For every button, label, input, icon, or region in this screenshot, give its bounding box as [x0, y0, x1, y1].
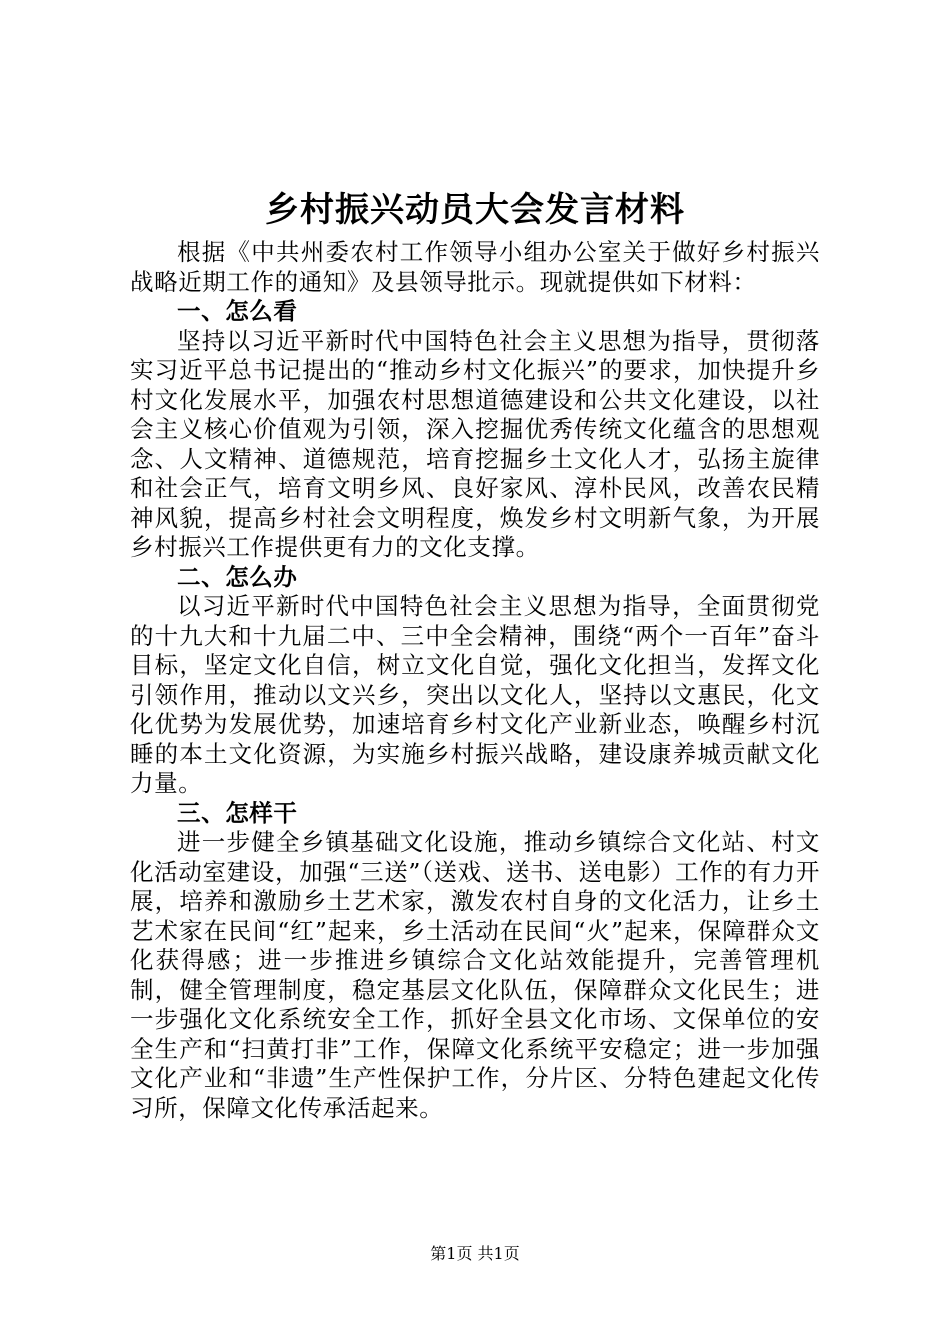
intro-paragraph: 根据《中共州委农村工作领导小组办公室关于做好乡村振兴战略近期工作的通知》及县领导批示。现就提供如下材料： — [130, 238, 820, 296]
page-number: 第1页 — [430, 1244, 473, 1263]
section-heading-1: 一、怎么看 — [177, 297, 298, 325]
document-title: 乡村振兴动员大会发言材料 — [265, 190, 685, 230]
section-heading-3: 三、怎样干 — [177, 798, 298, 827]
section-paragraph-1: 坚持以习近平新时代中国特色社会主义思想为指导，贯彻落实习近平总书记提出的“推动乡村文化振兴”的要求，加快提升乡村文化发展水平，加强农村思想道德建设和公共文化建设，以社会主义核心价值观为引领，深入挖掘优秀传统文化蕴含的思想观念、人文精神、道德规范，培育挖掘乡土文化人才，弘扬主旋律和社会正气，培育文明乡风、良好家风、淳朴民风，改善农民精神风貌，提高乡村社会文明程度，焕发乡村文明新气象，为开展乡村振兴工作提供更有力的文化支撑。 — [130, 326, 820, 561]
document-body — [130, 238, 820, 1123]
section-paragraph-3: 进一步健全乡镇基础文化设施，推动乡镇综合文化站、村文化活动室建设，加强“三送”（送戏、送书、送电影）工作的有力开展，培养和激励乡土艺术家，激发农村自身的文化活力，让乡土艺术家在民间“红”起来，乡土活动在民间“火”起来，保障群众文化获得感；进一步推进乡镇综合文化站效能提升，完善管理机制，健全管理制度，稳定基层文化队伍，保障群众文化民生；进一步强化文化系统安全工作，抓好全县文化市场、文保单位的安全生产和“扫黄打非”工作，保障文化系统平安稳定；进一步加强文化产业和“非遗”生产性保护工作，分片区、分特色建起文化传习所，保障文化传承活起来。 — [130, 828, 820, 1122]
section-heading-2: 二、怎么办 — [177, 562, 298, 591]
page-total: 共1页 — [477, 1244, 520, 1263]
page-footer — [0, 1244, 950, 1264]
section-paragraph-2: 以习近平新时代中国特色社会主义思想为指导，全面贯彻党的十九大和十九届二中、三中全会精神，围绕“两个一百年”奋斗目标，坚定文化自信，树立文化自觉，强化文化担当，发挥文化引领作用，推动以文兴乡，突出以文化人，坚持以文惠民，化文化优势为发展优势，加速培育乡村文化产业新业态，唤醒乡村沉睡的本土文化资源，为实施乡村振兴战略，建设康养城贡献文化力量。 — [130, 592, 820, 797]
